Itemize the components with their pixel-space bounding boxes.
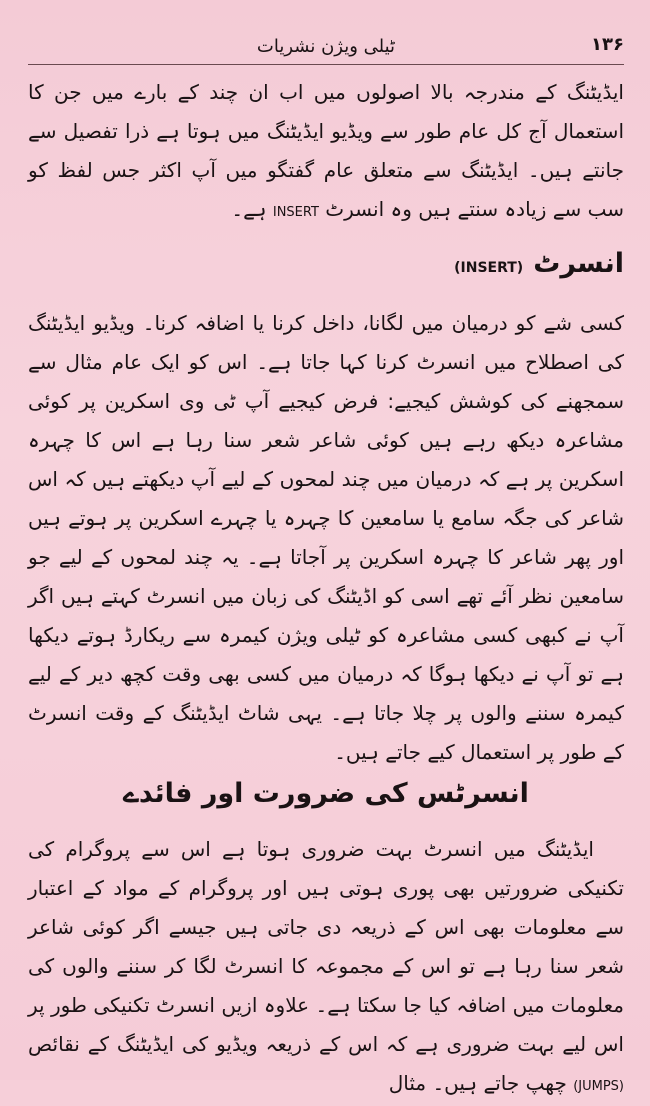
insert-definition-paragraph: کسی شے کو درمیان میں لگانا، داخل کرنا یا اضافہ کرنا۔ ویڈیو ایڈیٹنگ کی اصطلاح میں انسرٹ کرنا کہا جاتا ہے۔ اس کو ایک عام مثال سے سمجھنے کی کوشش کیجیے: فرض کیجیے آپ ٹی وی اسکرین پر کوئی مشاعرہ دیکھ رہے ہیں کوئی شاعر شعر سنا رہا ہے اس کا چہرہ اسکرین پر ہے کہ درمیان میں چند لمحوں کے لیے آپ دیکھتے ہیں کہ اس شاعر کی جگہ سامع یا سامعین کا چہرہ یا چہرے اسکرین پر ہوتے ہیں اور پھر شاعر کا چہرہ اسکرین پر آجاتا ہے۔ یہ چند لمحوں کے لیے جو سامعین نظر آئے تھے اسی کو اڈیٹنگ کی زبان میں انسرٹ کہتے ہیں اگر آپ نے کبھی کسی مشاعرہ کو ٹیلی ویژن کیمرہ سے ریکارڈ ہوتے دیکھا ہے تو آپ نے دیکھا ہوگا کہ درمیان میں کسی بھی وقت کچھ دیر کے لیے کیمرہ سننے والوں پر چلا جاتا ہے۔ یہی شاٹ ایڈیٹنگ کے وقت انسرٹ کے طور پر استعمال کیے جاتے ہیں۔: [28, 311, 624, 764]
intro-suffix: ہے۔: [231, 197, 267, 221]
intro-text: ایڈیٹنگ کے مندرجہ بالا اصولوں میں اب ان چند کے بارے میں جن کا استعمال آج کل عام طور سے ویڈیو ایڈیٹنگ میں ہوتا ہے ذرا تفصیل سے جانتے ہیں۔ ایڈیٹنگ سے متعلق عام گفتگو میں آپ اکثر جس لفظ کو سب سے زیادہ سنتے ہیں وہ انسرٹ: [28, 80, 624, 221]
benefits-text: ایڈیٹنگ میں انسرٹ بہت ضروری ہوتا ہے اس سے پروگرام کی تکنیکی ضرورتیں بھی پوری ہوتی ہیں اور پروگرام کے مواد کے اعتبار سے معلومات بھی اس کے ذریعہ دی جاتی ہیں جیسے اگر کوئی شاعر شعر سنا رہا ہے تو اس کے مجموعہ کا انسرٹ لگا کر سننے والوں کی معلومات میں اضافہ کیا جا سکتا ہے۔ علاوہ ازیں انسرٹ تکنیکی طور پر اس لیے بہت ضروری ہے کہ اس کے ذریعہ ویڈیو کی ایڈیٹنگ کے نقائص: [28, 837, 624, 1056]
benefits-suffix: چھپ جاتے ہیں۔ مثال: [388, 1071, 567, 1095]
running-header: [28, 34, 624, 65]
section-heading-insert-latin: (INSERT): [454, 260, 524, 276]
section-heading-insert-text: انسرٹ: [533, 248, 624, 279]
page-number: ۱۳۶: [591, 34, 624, 55]
running-title: ٹیلی ویژن نشریات: [256, 36, 396, 57]
benefits-latin-term: (JUMPS): [573, 1079, 624, 1094]
benefits-paragraph: [28, 830, 624, 1106]
section-heading-insert: [28, 246, 624, 286]
section-heading-need-benefits: انسرٹس کی ضرورت اور فائدے: [123, 778, 529, 809]
intro-latin-term: INSERT: [272, 205, 319, 220]
intro-paragraph: [28, 73, 624, 232]
